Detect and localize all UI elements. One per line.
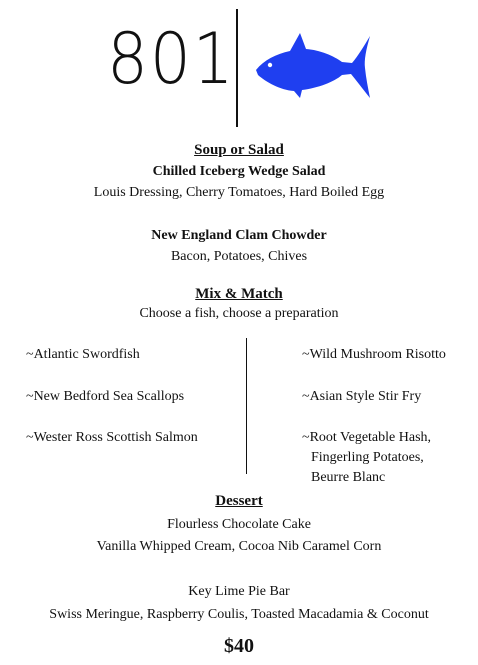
- fish-option: ~New Bedford Sea Scallops: [26, 389, 185, 404]
- dessert-item-description: Swiss Meringue, Raspberry Coulis, Toasted Macadamia & Coconut: [49, 607, 429, 622]
- logo-divider: [236, 9, 238, 127]
- fish-option: ~Atlantic Swordfish: [26, 347, 140, 362]
- menu-item-description: Bacon, Potatoes, Chives: [170, 249, 308, 264]
- menu-item-title: New England Clam Chowder: [151, 228, 327, 243]
- soup-salad-heading: Soup or Salad: [194, 142, 284, 158]
- dessert-item-title: Key Lime Pie Bar: [188, 584, 290, 599]
- menu-item-title: Chilled Iceberg Wedge Salad: [152, 164, 326, 179]
- price: $40: [224, 635, 254, 657]
- mix-match-subtitle: Choose a fish, choose a preparation: [139, 306, 339, 321]
- preparation-option-line: Fingerling Potatoes,: [311, 450, 424, 465]
- column-divider: [246, 338, 247, 474]
- preparation-option: ~Wild Mushroom Risotto: [302, 347, 446, 362]
- tuna-fish-icon: [254, 30, 370, 100]
- menu-item-description: Louis Dressing, Cherry Tomatoes, Hard Boiled Egg: [93, 185, 385, 200]
- mix-match-heading: Mix & Match: [195, 286, 283, 302]
- logo-text: 801: [107, 18, 236, 100]
- fish-option: ~Wester Ross Scottish Salmon: [26, 430, 198, 445]
- dessert-item-title: Flourless Chocolate Cake: [167, 517, 311, 532]
- preparation-option: ~Asian Style Stir Fry: [302, 389, 422, 404]
- dessert-item-description: Vanilla Whipped Cream, Cocoa Nib Caramel Corn: [96, 539, 382, 554]
- preparation-option-line: Beurre Blanc: [311, 470, 386, 485]
- dessert-heading: Dessert: [215, 493, 263, 509]
- preparation-option: ~Root Vegetable Hash,: [302, 430, 432, 445]
